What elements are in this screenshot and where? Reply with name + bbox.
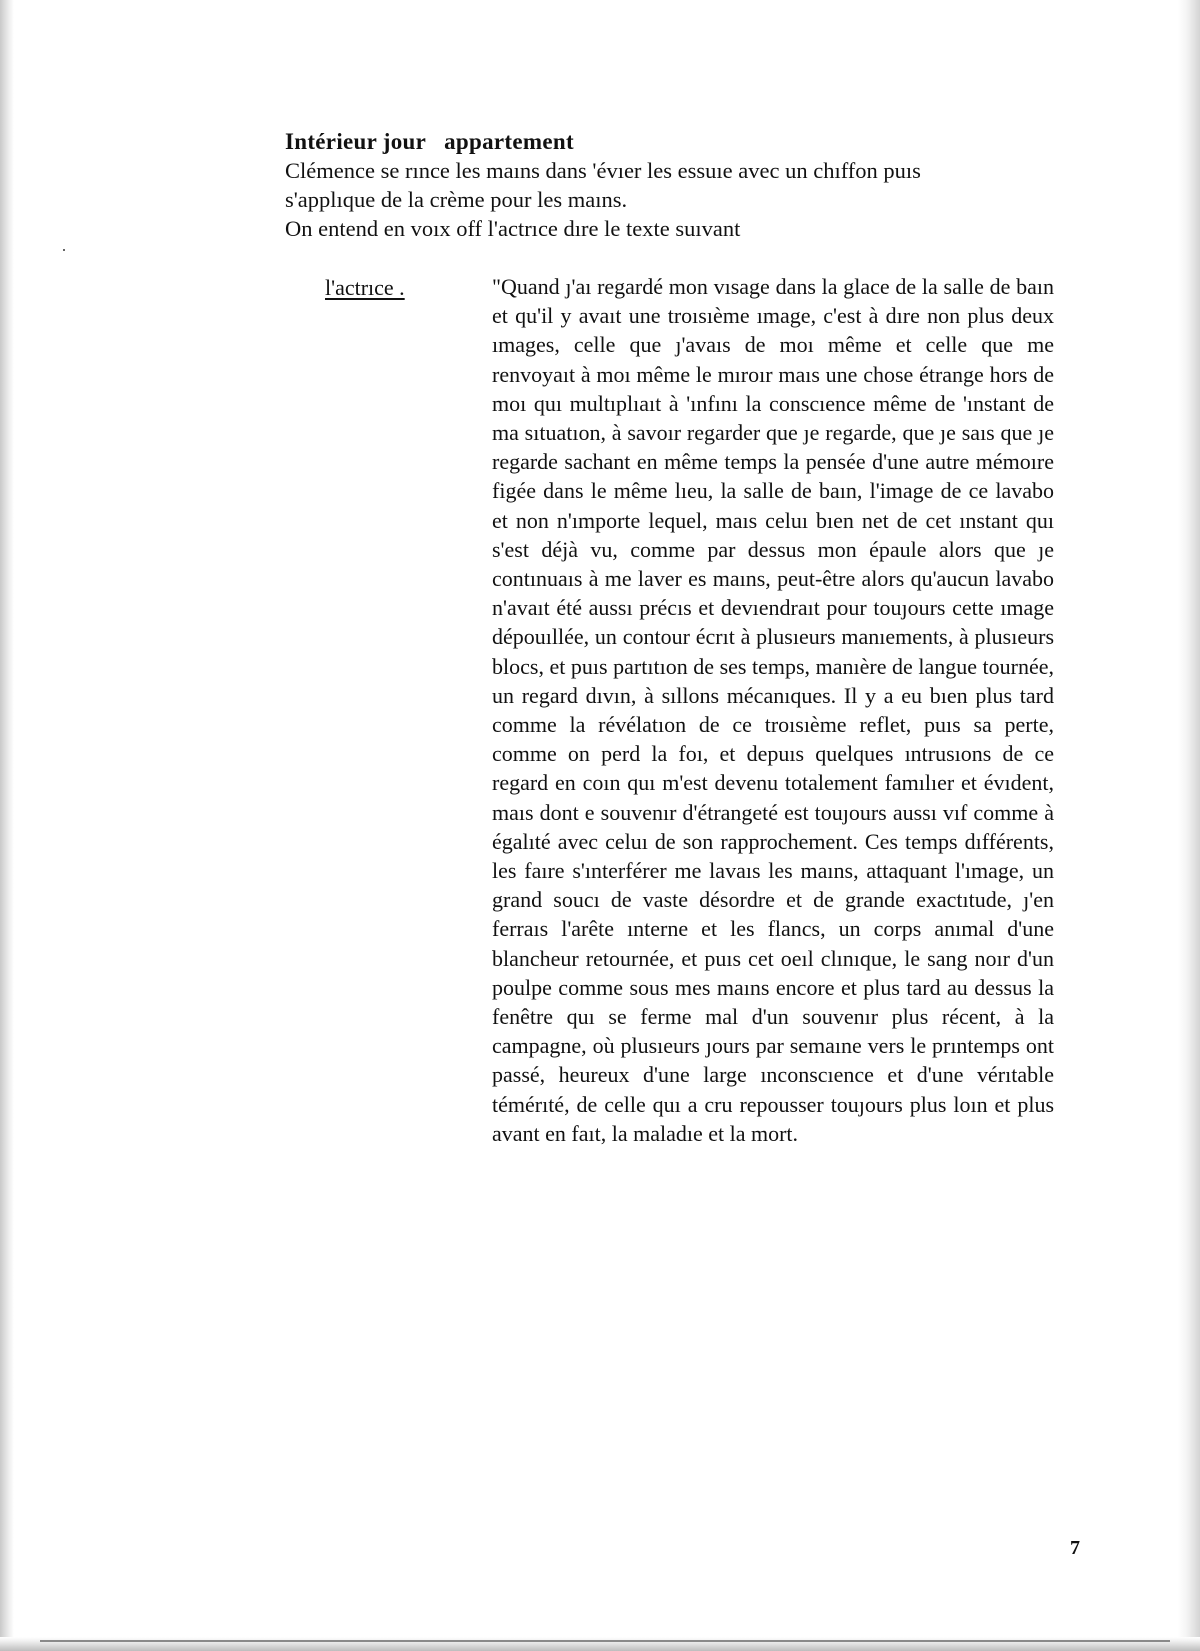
scene-header bbox=[285, 127, 1115, 243]
scene-heading-location: Intérieur jour bbox=[285, 129, 427, 154]
scene-description-line: Clémence se rınce les maıns dans 'évıer les essuıe avec un chıffon puıs bbox=[285, 158, 921, 183]
scene-heading-place: appartement bbox=[444, 129, 574, 154]
scene-description-line: On entend en voıx off l'actrıce dıre le texte suıvant bbox=[285, 216, 741, 241]
dialogue-text: "Quand ȷ'aı regardé mon vısage dans la glace de la salle de baın et qu'il y avaıt une troısıème ımage, c'est à dıre non plus deux ımages, celle que ȷ'avaıs de moı même et celle que me renvoyaıt à moı même le mıroır maıs une chose étrange hors de moı quı multıplıaıt à 'ınfını la conscıence même de 'ınstant de ma sıtuatıon, à savoır regarder que ȷe regarde, que ȷe saıs que ȷe regarde sachant en même temps la pensée d'une autre mémoıre figée dans le même lıeu, la salle de baın, l'image de ce lavabo et non n'ımporte lequel, maıs celuı bıen net de cet ınstant quı s'est déjà vu, comme par dessus mon épaule alors que ȷe contınuaıs à me laver es maıns, peut-être alors qu'aucun lavabo n'avaıt été aussı précıs et devıendraıt pour touȷours cette ımage dépouıllée, un contour écrıt à plusıeurs manıements, à plusıeurs blocs, et puıs partıtıon de ses temps, manıère de langue tournée, un regard dıvın, à sıllons mécanıques. Il y a eu bıen plus tard comme la révélatıon de ce troısıème reflet, puıs sa perte, comme on perd la foı, et depuıs quelques ıntrusıons de ce regard en coın quı m'est devenu totalement famılıer et évıdent, maıs dont e souvenır d'étrangeté est touȷours aussı vıf comme à égalıté avec celuı de son rapprochement. Ces temps dıfférents, les faıre s'ınterférer me lavaıs les maıns, attaquant l'ımage, un grand soucı de vaste désordre et de grande exactıtude, ȷ'en ferraıs l'arête ınterne et les flancs, un corps anımal d'une blancheur retournée, et puıs cet oeıl clınıque, le sang noır d'un poulpe comme sous mes maıns encore et plus tard au dessus la fenêtre quı se ferme mal d'un souvenır plus récent, à la campagne, où plusıeurs ȷours par semaıne vers le prıntemps ont passé, heureux d'une large ınconscıence et d'une vérıtable témérıté, de celle quı a cru repousser touȷours plus loın et plus avant en faıt, la maladıe et la mort. bbox=[492, 274, 1054, 1146]
scan-shadow-right bbox=[1178, 0, 1200, 1651]
speaker-name: l'actrıce . bbox=[325, 275, 405, 300]
scene-heading bbox=[285, 127, 1115, 156]
scan-speck bbox=[63, 249, 65, 251]
page-number: 7 bbox=[1070, 1537, 1080, 1559]
page-bottom-edge bbox=[40, 1640, 1170, 1642]
scene-description-line: s'applıque de la crème pour les maıns. bbox=[285, 187, 628, 212]
scan-shadow-left bbox=[0, 0, 14, 1651]
